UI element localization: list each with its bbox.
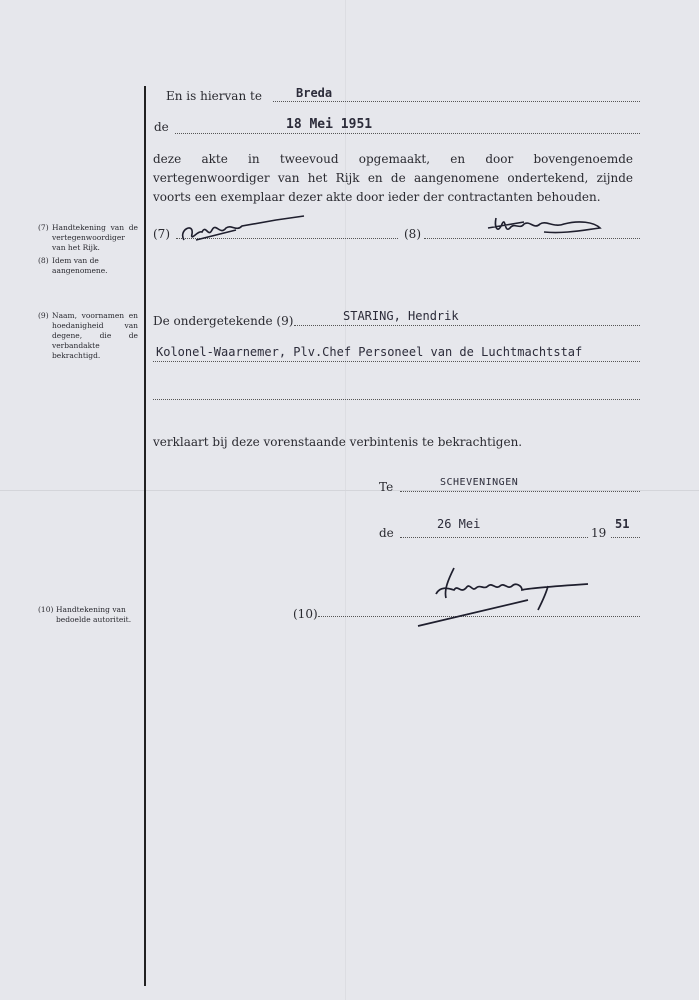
place2-field-line: [400, 491, 640, 492]
date2-value: 26 Mei: [437, 517, 481, 531]
year-field-line: [611, 537, 640, 538]
year-prefix: 19: [591, 526, 607, 540]
signature-10-image: [418, 560, 598, 630]
deed-paragraph: deze akte in tweevoud opgemaakt, en door bovengenoemde vertegenwoordiger van het Rijk en de aangenomene ondertekend, zijnde voorts een exemplaar dezer akte door ieder der contractanten behouden.: [153, 152, 633, 204]
name-value: STARING, Hendrik: [343, 309, 459, 323]
title-field-line: [153, 361, 640, 362]
margin-note-7: [38, 223, 138, 253]
place-label: En is hiervan te: [166, 89, 262, 103]
place-value: Breda: [296, 86, 333, 100]
note-text: Handtekening van bedoelde autoriteit.: [56, 605, 132, 624]
signature-8-image: [484, 208, 604, 242]
note-number: (8): [38, 256, 49, 265]
note-number: (7): [38, 223, 49, 232]
note-number: (10): [38, 605, 54, 614]
signature-7-label: (7): [153, 227, 170, 241]
title-value: Kolonel-Waarnemer, Plv.Chef Personeel van de Luchtmachtstaf: [156, 345, 583, 359]
date-value: 18 Mei 1951: [286, 117, 373, 132]
signature-7-image: [176, 210, 306, 250]
place2-value: SCHEVENINGEN: [440, 477, 519, 488]
date-field-line: [175, 133, 640, 134]
margin-note-9: [38, 311, 138, 361]
place2-label: Te: [379, 480, 394, 494]
note-text: Naam, voornamen en hoedanigheid van degene, die de verbandakte bekrachtigd.: [52, 311, 138, 360]
declaration-text: verklaart bij deze vorenstaande verbintenis te bekrachtigen.: [153, 435, 523, 449]
margin-note-8: [38, 256, 138, 276]
date2-field-line: [400, 537, 588, 538]
note-text: Idem van de aangenomene.: [52, 256, 108, 275]
note-number: (9): [38, 311, 49, 320]
signature-8-label: (8): [404, 227, 421, 241]
place-field-line: [273, 101, 640, 102]
date-label: de: [154, 120, 169, 134]
note-text: Handtekening van de vertegenwoordiger van het Rijk.: [52, 223, 138, 252]
margin-rule: [144, 86, 146, 986]
date2-label: de: [379, 526, 394, 540]
signature-10-label: (10): [293, 607, 318, 621]
undersigned-label: De ondergetekende (9): [153, 314, 294, 328]
margin-note-10: [38, 605, 138, 625]
extra-field-line: [153, 399, 640, 400]
name-field-line: [294, 325, 640, 326]
year-value: 51: [615, 517, 630, 531]
